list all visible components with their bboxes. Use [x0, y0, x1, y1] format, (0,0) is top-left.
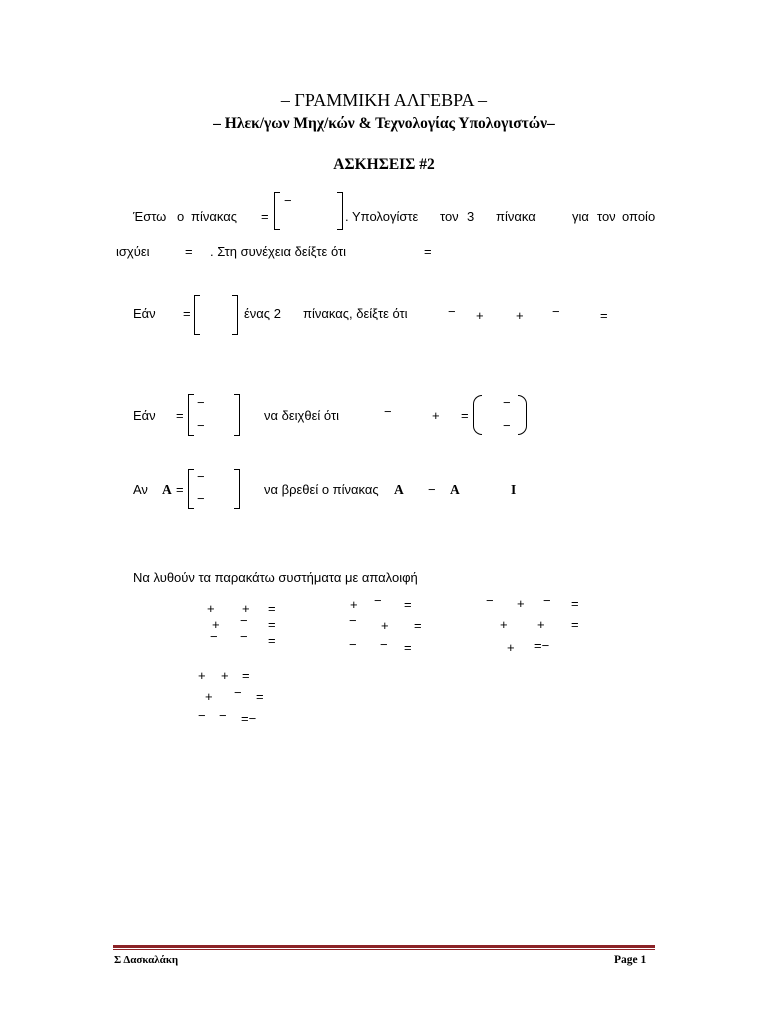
- matrix-left-paren: [473, 395, 482, 435]
- ex1-line2: ισχύει: [116, 244, 150, 259]
- matrix-left-bracket: [274, 192, 280, 230]
- system-op: =: [268, 633, 276, 648]
- ex3-op: =: [461, 408, 469, 423]
- ex4-matrix-name: A: [394, 482, 404, 497]
- ex2-op: =: [600, 308, 608, 323]
- ex3-equals: =: [176, 408, 184, 423]
- matrix-entry: −: [284, 193, 292, 208]
- system-op: −: [210, 629, 218, 644]
- system-op: +: [517, 596, 525, 611]
- system-op: −: [349, 613, 357, 628]
- system-op: =−: [241, 711, 257, 726]
- matrix-right-bracket: [232, 295, 238, 335]
- system-op: +: [242, 601, 250, 616]
- ex1-equals: =: [261, 209, 269, 224]
- ex2-op: −: [552, 304, 560, 319]
- ex3-word: να δειχθεί ότι: [264, 408, 339, 423]
- page-title: – ΓΡΑΜΜΙΚΗ ΑΛΓΕΒΡΑ –: [280, 90, 488, 110]
- footer-rule-thin: [113, 949, 655, 950]
- ex1-line2: . Στη συνέχεια δείξτε ότι: [210, 244, 347, 259]
- ex1-word: Έστω: [133, 209, 167, 224]
- system-op: −: [198, 708, 206, 723]
- system-op: −: [240, 613, 248, 628]
- ex4-op: −: [428, 482, 436, 497]
- ex3-word: Εάν: [133, 408, 156, 423]
- system-op: +: [537, 617, 545, 632]
- ex1-equals: =: [424, 244, 432, 259]
- ex5-intro: Να λυθούν τα παρακάτω συστήματα με απαλοιφή: [133, 570, 418, 585]
- system-op: +: [198, 668, 206, 683]
- system-op: =: [256, 689, 264, 704]
- system-op: −: [240, 629, 248, 644]
- ex1-equals: =: [185, 244, 193, 259]
- system-op: −: [486, 593, 494, 608]
- system-op: −: [543, 593, 551, 608]
- footer-author: Σ Δασκαλάκη: [114, 954, 179, 966]
- section-heading: ΑΣΚΗΣΕΙΣ #2: [333, 156, 435, 173]
- system-op: =: [268, 617, 276, 632]
- ex4-word: να βρεθεί ο πίνακας: [264, 482, 379, 497]
- ex1-word: τον: [597, 209, 616, 224]
- system-op: +: [500, 617, 508, 632]
- matrix-right-bracket: [234, 469, 240, 509]
- matrix-right-bracket: [337, 192, 343, 230]
- system-op: =: [242, 668, 250, 683]
- ex4-identity: I: [511, 482, 517, 497]
- system-op: =: [414, 618, 422, 633]
- system-op: =: [404, 640, 412, 655]
- ex2-op: −: [448, 304, 456, 319]
- ex4-matrix-name: A: [450, 482, 460, 497]
- system-op: =: [571, 596, 579, 611]
- system-op: +: [221, 668, 229, 683]
- matrix-right-bracket: [234, 394, 240, 436]
- ex2-equals: =: [183, 306, 191, 321]
- matrix-right-paren: [518, 395, 527, 435]
- system-op: −: [234, 685, 242, 700]
- matrix-left-bracket: [194, 295, 200, 335]
- ex2-op: +: [516, 308, 524, 323]
- ex3-op: +: [432, 408, 440, 423]
- ex4-matrix-name: A: [162, 482, 172, 497]
- matrix-left-bracket: [188, 394, 194, 436]
- matrix-entry: −: [503, 395, 511, 410]
- ex1-word: . Υπολογίστε: [345, 209, 419, 224]
- matrix-entry: −: [197, 395, 205, 410]
- system-op: +: [205, 689, 213, 704]
- ex1-word: τον: [440, 209, 459, 224]
- matrix-entry: −: [197, 469, 205, 484]
- matrix-left-bracket: [188, 469, 194, 509]
- ex4-word: Αν: [133, 482, 148, 497]
- footer-rule: [113, 945, 655, 948]
- ex4-equals: =: [176, 482, 184, 497]
- system-op: −: [374, 593, 382, 608]
- system-op: =: [571, 617, 579, 632]
- page-number: Page 1: [614, 954, 647, 966]
- system-op: =: [268, 601, 276, 616]
- matrix-entry: −: [197, 491, 205, 506]
- ex2-word: πίνακας, δείξτε ότι: [303, 306, 408, 321]
- system-op: =−: [534, 638, 550, 653]
- matrix-entry: −: [197, 418, 205, 433]
- system-op: +: [350, 597, 358, 612]
- ex1-word: πίνακα: [496, 209, 536, 224]
- system-op: +: [507, 640, 515, 655]
- page-subtitle: – Ηλεκ/γων Μηχ/κών & Τεχνολογίας Υπολογιστών–: [213, 115, 555, 132]
- ex2-word: Εάν: [133, 306, 156, 321]
- system-op: +: [212, 617, 220, 632]
- system-op: −: [349, 637, 357, 652]
- system-op: +: [207, 601, 215, 616]
- ex3-op: −: [384, 404, 392, 419]
- ex2-op: +: [476, 308, 484, 323]
- ex1-word: πίνακας: [191, 209, 237, 224]
- ex1-word: για: [572, 209, 589, 224]
- ex1-word: 3: [467, 209, 475, 224]
- system-op: −: [219, 708, 227, 723]
- matrix-entry: −: [503, 418, 511, 433]
- system-op: =: [404, 597, 412, 612]
- ex1-word: οποίο: [622, 209, 656, 224]
- system-op: −: [380, 637, 388, 652]
- ex1-word: ο: [177, 209, 185, 224]
- ex2-word: ένας 2: [244, 306, 281, 321]
- system-op: +: [381, 618, 389, 633]
